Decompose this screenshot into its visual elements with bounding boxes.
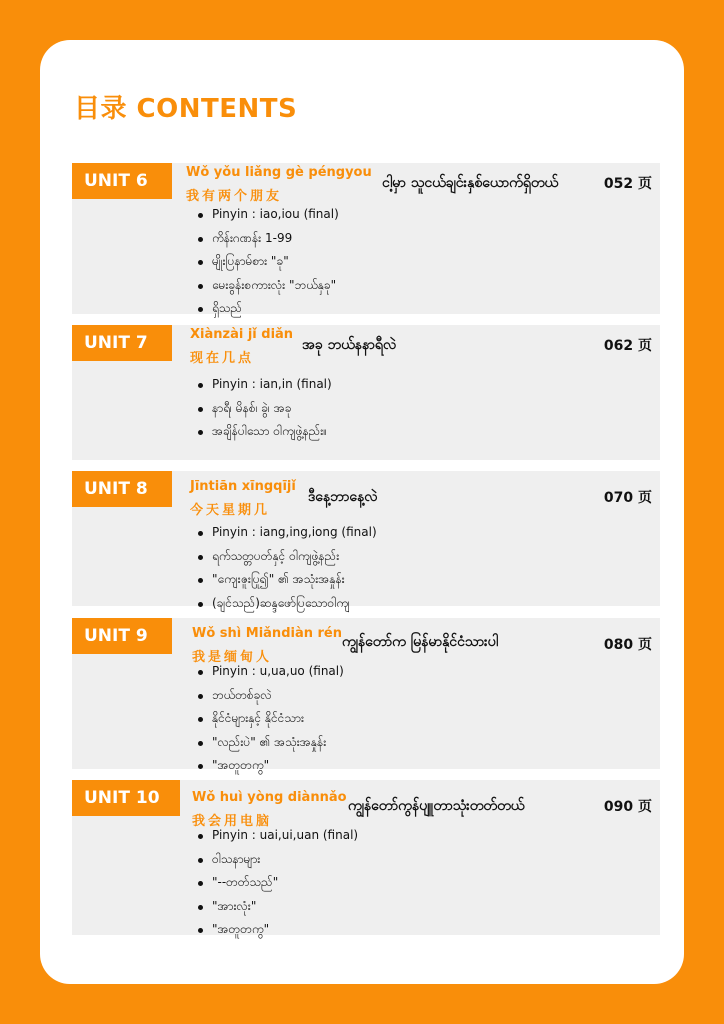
unit-pinyin-title: Wǒ shì Miǎndiàn rén [192, 626, 342, 641]
list-item: Pinyin : u,ua,uo (final) [212, 660, 344, 684]
list-item: ဝါသနာများ [212, 848, 358, 872]
unit-hanzi-title: 我会用电脑 [192, 814, 273, 829]
list-item: အချိန်ပါသော ဝါကျဖွဲ့နည်း။ [212, 420, 332, 444]
unit-badge: UNIT 10 [72, 780, 180, 816]
unit-badge: UNIT 8 [72, 471, 172, 507]
page-title: 目录 CONTENTS [74, 94, 298, 124]
unit-burmese-title: ဒီနေ့ဘာနေ့လဲ [308, 489, 378, 505]
unit-pinyin-title: Xiànzài jǐ diǎn [190, 327, 294, 342]
list-item: "လည်းပဲ" ၏ အသုံးအနှုန်း [212, 731, 344, 755]
unit-badge: UNIT 6 [72, 163, 172, 199]
unit-topic-list [196, 660, 344, 778]
unit-9-section[interactable] [72, 618, 660, 772]
unit-7-section[interactable] [72, 325, 660, 460]
list-item: မျိုးပြနာမ်စား "ခု" [212, 250, 339, 274]
unit-topic-list [196, 824, 358, 942]
unit-page-number: 080 页 [603, 637, 652, 653]
unit-badge: UNIT 7 [72, 325, 172, 361]
unit-hanzi-title: 现在几点 [190, 351, 255, 366]
list-item: "အားလုံး" [212, 895, 358, 919]
unit-page-number: 062 页 [603, 338, 652, 354]
unit-burmese-title: အခု ဘယ်နနာရီလဲ [302, 337, 397, 353]
list-item: (ချင်သည်)ဆန္ဒဖော်ပြသောဝါကျ [212, 592, 377, 616]
list-item: ကိန်းဂဏန်း 1-99 [212, 227, 339, 251]
list-item: "ကျေးဇူးပြု၍" ၏ အသုံးအနှုန်း [212, 568, 377, 592]
list-item: "အတူတကွ" [212, 754, 344, 778]
unit-page-number: 070 页 [603, 490, 652, 506]
list-item: Pinyin : iao,iou (final) [212, 203, 339, 227]
unit-hanzi-title: 我有两个朋友 [186, 189, 283, 204]
unit-6-section[interactable] [72, 163, 660, 314]
list-item: နာရီ၊ မိနစ်၊ ခွဲ၊ အခု [212, 397, 332, 421]
list-item: မေးခွန်းစကားလုံး "ဘယ်နှခု" [212, 274, 339, 298]
unit-hanzi-title: 我是缅甸人 [192, 650, 273, 665]
unit-pinyin-title: Wǒ yǒu liǎng gè péngyou [186, 165, 372, 180]
list-item: "အတူတကွ" [212, 918, 358, 942]
list-item: Pinyin : ian,in (final) [212, 373, 332, 397]
unit-10-section[interactable] [72, 780, 660, 935]
unit-topic-list [196, 203, 339, 321]
list-item: ရှိသည် [212, 297, 339, 321]
list-item: "--တတ်သည်" [212, 871, 358, 895]
unit-pinyin-title: Wǒ huì yòng diànnǎo [192, 790, 347, 805]
unit-burmese-title: ကျွန်တော်က မြန်မာနိုင်ငံသားပါ [342, 634, 499, 650]
unit-page-number: 090 页 [603, 799, 652, 815]
list-item: ရက်သတ္တပတ်နှင့် ဝါကျဖွဲ့နည်း [212, 545, 377, 569]
contents-card [40, 40, 684, 984]
unit-topic-list [196, 521, 377, 615]
unit-hanzi-title: 今天星期几 [190, 503, 271, 518]
unit-badge: UNIT 9 [72, 618, 172, 654]
unit-topic-list [196, 373, 332, 444]
unit-burmese-title: ငါ့မှာ သူငယ်ချင်းနှစ်ယောက်ရှိတယ် [382, 175, 559, 191]
list-item: နိုင်ငံများနှင့် နိုင်ငံသား [212, 707, 344, 731]
unit-pinyin-title: Jīntiān xīngqījǐ [190, 479, 296, 494]
unit-page-number: 052 页 [603, 176, 652, 192]
list-item: ဘယ်တစ်ခုလဲ [212, 684, 344, 708]
unit-burmese-title: ကျွန်တော်ကွန်ပျူတာသုံးတတ်တယ် [348, 798, 525, 814]
list-item: Pinyin : iang,ing,iong (final) [212, 521, 377, 545]
unit-8-section[interactable] [72, 471, 660, 610]
list-item: Pinyin : uai,ui,uan (final) [212, 824, 358, 848]
